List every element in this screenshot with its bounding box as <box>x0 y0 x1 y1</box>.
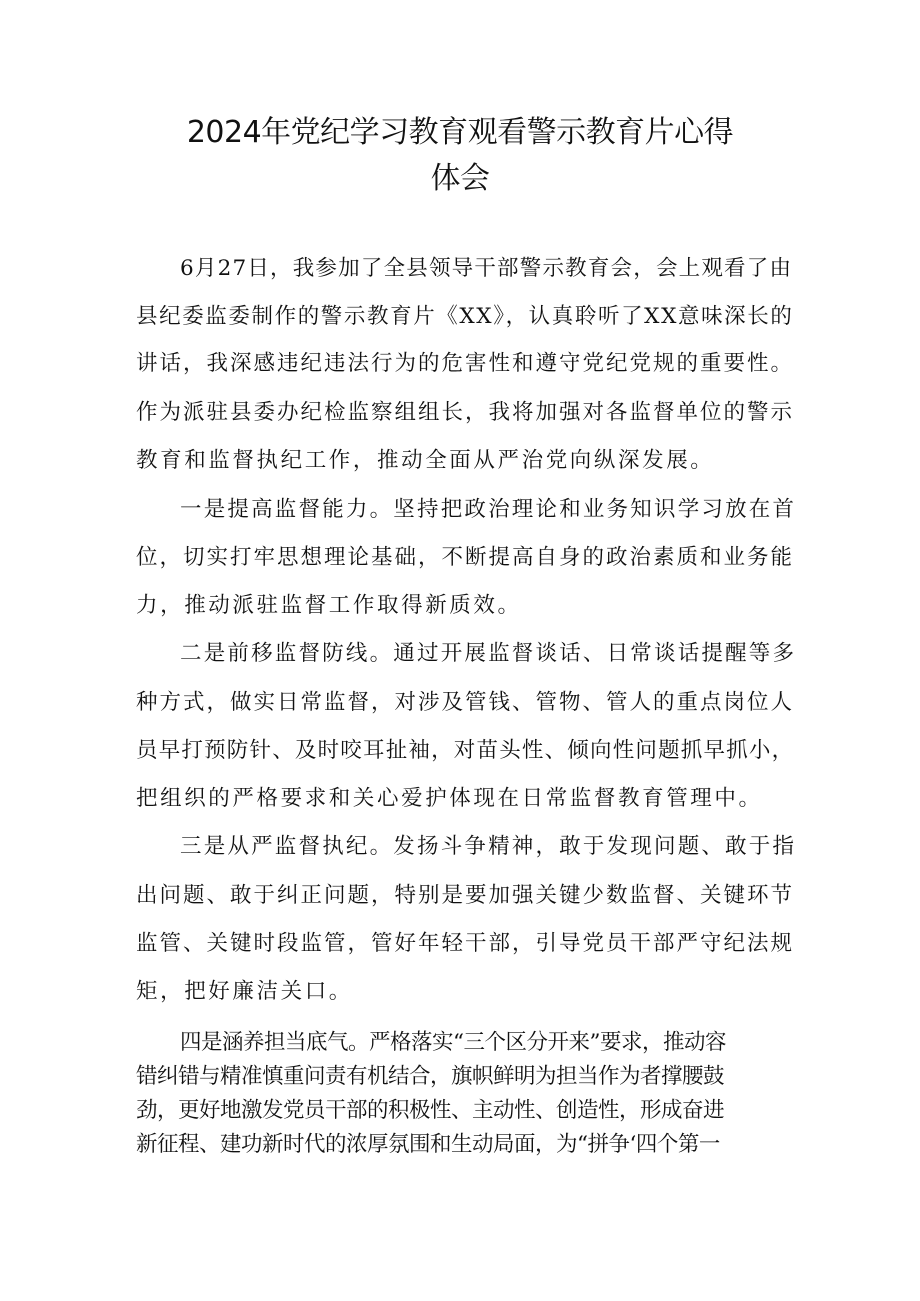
title-line-1: 2024年党纪学习教育观看警示教育片心得 <box>186 115 734 150</box>
paragraph-3-line: 员早打预防针、及时咬耳扯袖，对苗头性、倾向性问题抓早抓小， <box>136 738 795 763</box>
paragraph-4-line: 三是从严监督执纪。发扬斗争精神，敢于发现问题、敢于指 <box>180 834 797 859</box>
title-line-2: 体会 <box>430 161 490 196</box>
paragraph-4-line: 监管、关键时段监管，管好年轻干部，引导党员干部严守纪法规 <box>136 931 795 956</box>
paragraph-3-line: 种方式，做实日常监督，对涉及管钱、管物、管人的重点岗位人 <box>136 690 795 715</box>
paragraph-1-line: 6月27日，我参加了全县领导干部警示教育会，会上观看了由 <box>180 256 793 281</box>
paragraph-5-line: 四是涵养担当底气。严格落实“三个区分开来”要求，推动容 <box>180 1030 726 1055</box>
paragraph-2-line: 位，切实打牢思想理论基础，不断提高自身的政治素质和业务能 <box>136 545 795 570</box>
document-title <box>120 110 800 202</box>
paragraph-5-line: 劲，更好地激发党员干部的积极性、主动性、创造性，形成奋进 <box>136 1098 725 1123</box>
paragraph-1-line: 讲话，我深感违纪违法行为的危害性和遵守党纪党规的重要性。 <box>136 351 795 376</box>
paragraph-1-line: 作为派驻县委办纪检监察组组长，我将加强对各监督单位的警示 <box>136 400 795 425</box>
paragraph-1-line: 教育和监督执纪工作，推动全面从严治党向纵深发展。 <box>136 448 715 473</box>
paragraph-2-line: 一是提高监督能力。坚持把政治理论和业务知识学习放在首 <box>180 497 797 522</box>
paragraph-5-line: 新征程、建功新时代的浓厚氛围和生动局面，为“拼争‘四个第一 <box>136 1132 720 1157</box>
paragraph-5-line: 错纠错与精准慎重问责有机结合，旗帜鲜明为担当作为者撑腰鼓 <box>136 1064 725 1089</box>
paragraph-1-line: 县纪委监委制作的警示教育片《XX》，认真聆听了XX意味深长的 <box>136 304 794 329</box>
paragraph-3-line: 二是前移监督防线。通过开展监督谈话、日常谈话提醒等多 <box>180 641 797 666</box>
paragraph-4-line: 矩，把好廉洁关口。 <box>136 979 353 1004</box>
paragraph-2-line: 力，推动派驻监督工作取得新质效。 <box>136 593 522 618</box>
paragraph-3-line: 把组织的严格要求和关心爱护体现在日常监督教育管理中。 <box>136 786 763 811</box>
paragraph-4-line: 出问题、敢于纠正问题，特别是要加强关键少数监督、关键环节 <box>136 883 795 908</box>
